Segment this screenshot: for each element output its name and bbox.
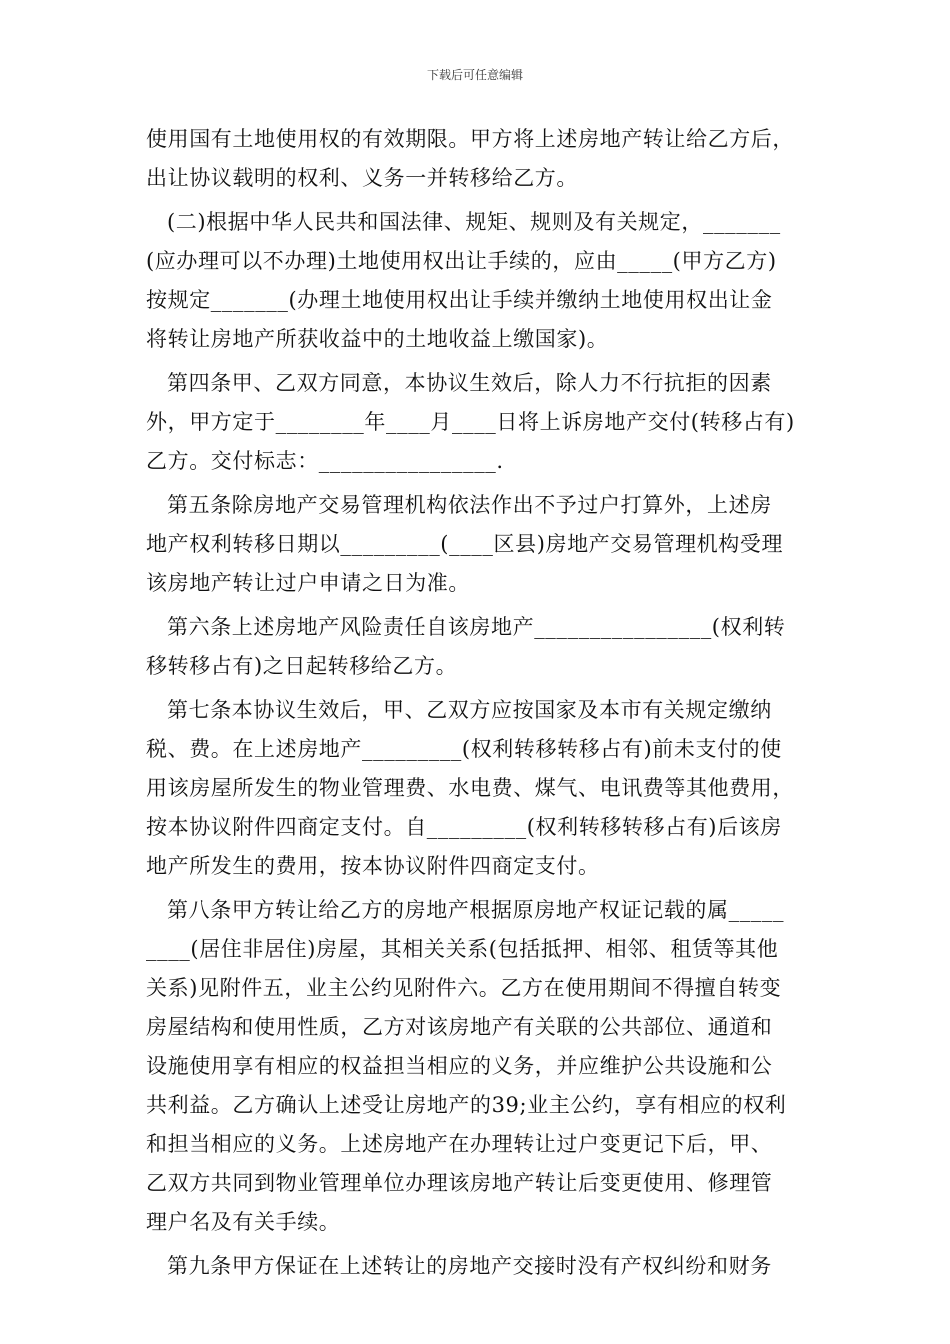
text-line: 按规定_______(办理土地使用权出让手续并缴纳土地使用权出让金 — [146, 288, 773, 312]
text-line: 第八条甲方转让给乙方的房地产根据原房地产权证记载的属_____ — [167, 898, 785, 922]
text-line: 第四条甲、乙双方同意，本协议生效后，除人力不行抗拒的因素 — [167, 371, 772, 395]
text-line: 用该房屋所发生的物业管理费、水电费、煤气、电讯费等其他费用， — [146, 776, 794, 800]
text-line: 理户名及有关手续。 — [146, 1210, 341, 1234]
text-line: 乙方。交付标志：________________. — [146, 449, 504, 473]
text-line: 乙双方共同到物业管理单位办理该房地产转让后变更使用、修理管 — [146, 1171, 773, 1195]
page-header: 下载后可任意编辑 — [426, 68, 523, 82]
text-line: 该房地产转让过户申请之日为准。 — [146, 571, 470, 595]
text-line: ____(居住非居住)房屋，其相关关系(包括抵押、相邻、租赁等其他 — [146, 937, 779, 961]
text-line: 外，甲方定于________年____月____日将上诉房地产交付(转移占有) — [146, 410, 795, 434]
document-body — [146, 120, 810, 1286]
text-line: 第九条甲方保证在上述转让的房地产交接时没有产权纠纷和财务 — [167, 1254, 772, 1278]
text-line: 地产所发生的费用，按本协议附件四商定支付。 — [146, 854, 600, 878]
text-line: 移转移占有)之日起转移给乙方。 — [146, 654, 458, 678]
text-line: 第五条除房地产交易管理机构依法作出不予过户打算外，上述房 — [167, 493, 772, 517]
text-line: (应办理可以不办理)土地使用权出让手续的，应由_____(甲方乙方) — [146, 249, 777, 273]
text-line: 使用国有土地使用权的有效期限。甲方将上述房地产转让给乙方后， — [146, 127, 794, 151]
text-line: 房屋结构和使用性质，乙方对该房地产有关联的公共部位、通道和 — [146, 1015, 773, 1039]
text-line: 第六条上述房地产风险责任自该房地产________________(权利转 — [167, 615, 786, 639]
text-line: 将转让房地产所获收益中的土地收益上缴国家)。 — [146, 327, 609, 351]
text-line: 共利益。乙方确认上述受让房地产的39;业主公约，享有相应的权利 — [146, 1093, 787, 1117]
text-line: 出让协议载明的权利、义务一并转移给乙方。 — [146, 166, 578, 190]
text-line: 按本协议附件四商定支付。自_________(权利转移转移占有)后该房 — [146, 815, 782, 839]
text-line: 和担当相应的义务。上述房地产在办理转让过户变更记下后，甲、 — [146, 1132, 773, 1156]
text-line: 关系)见附件五，业主公约见附件六。乙方在使用期间不得擅自转变 — [146, 976, 782, 1000]
text-line: 地产权利转移日期以_________(____区县)房地产交易管理机构受理 — [146, 532, 784, 556]
text-line: 税、费。在上述房地产_________(权利转移转移占有)前未支付的使 — [146, 737, 782, 761]
text-line: (二)根据中华人民共和国法律、规矩、规则及有关规定，_______ — [167, 210, 781, 234]
text-line: 第七条本协议生效后，甲、乙双方应按国家及本市有关规定缴纳 — [167, 698, 772, 722]
text-line: 设施使用享有相应的权益担当相应的义务，并应维护公共设施和公 — [146, 1054, 773, 1078]
